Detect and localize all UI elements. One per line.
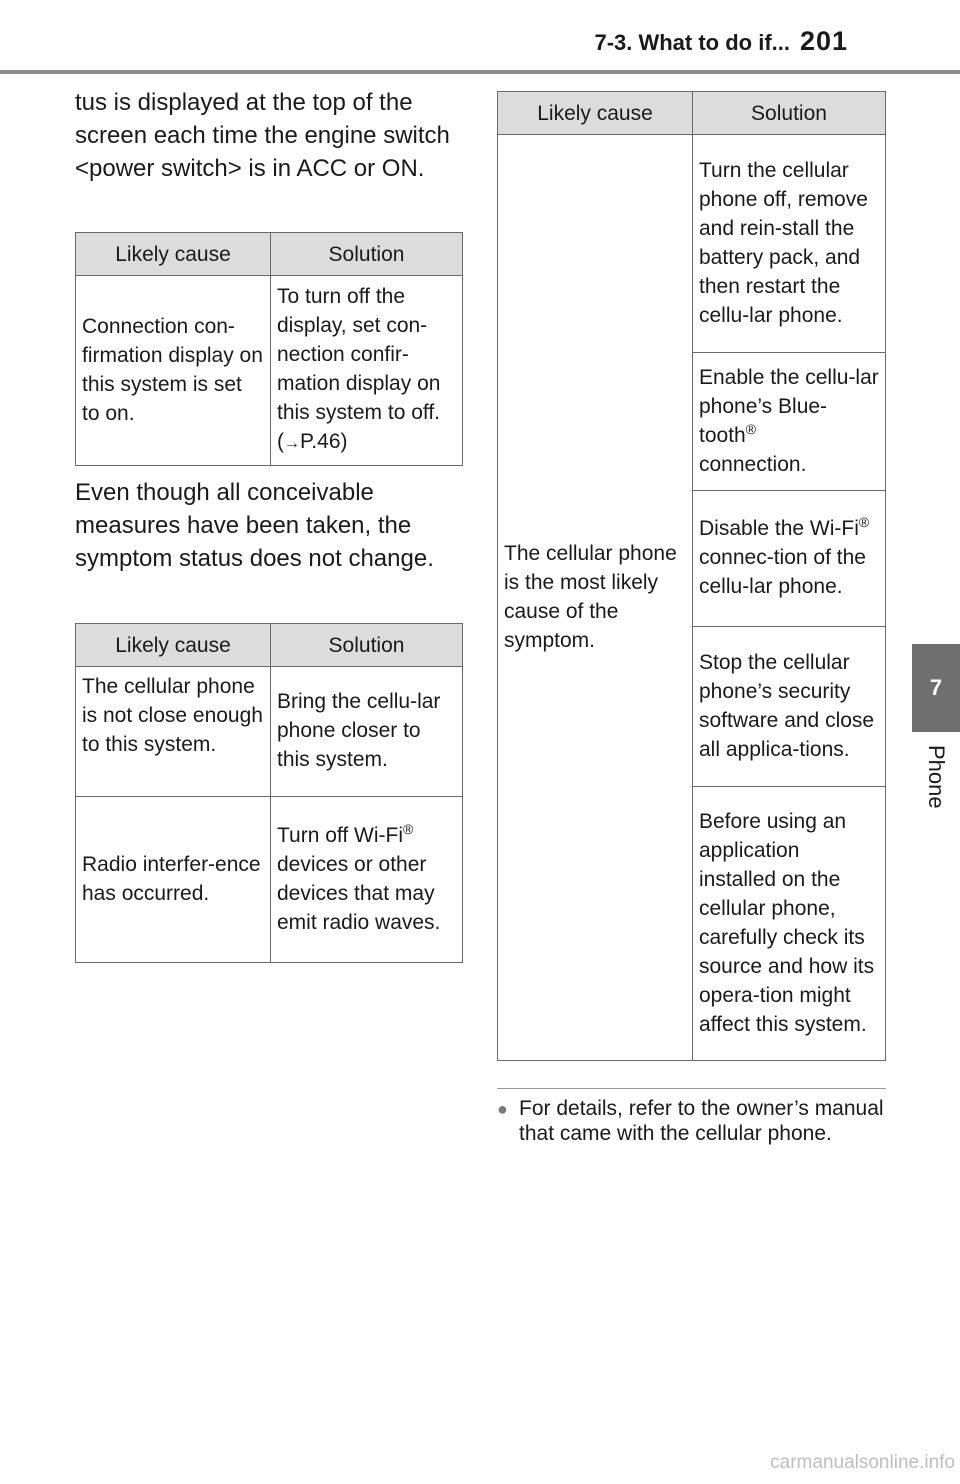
registered-mark: ® bbox=[745, 420, 757, 437]
solution-text: Turn off Wi-Fi bbox=[277, 823, 404, 847]
header-solution: Solution bbox=[271, 233, 463, 276]
solution-text: connection. bbox=[699, 452, 807, 476]
table-header-row bbox=[76, 624, 463, 667]
solution-text: connec-tion of the cellu-lar phone. bbox=[699, 546, 866, 598]
page-number: 201 bbox=[800, 26, 849, 56]
table-row bbox=[76, 797, 463, 963]
solution-cell: Bring the cellu-lar phone closer to this system. bbox=[271, 667, 463, 797]
cause-solution-table-3 bbox=[497, 91, 886, 1061]
solution-cell bbox=[271, 797, 463, 963]
note-divider bbox=[497, 1088, 886, 1089]
registered-mark: ® bbox=[403, 820, 414, 837]
cause-solution-table-2 bbox=[75, 623, 463, 963]
cause-solution-table-1 bbox=[75, 232, 463, 466]
table-row bbox=[76, 276, 463, 466]
bullet-icon: ● bbox=[497, 1099, 508, 1119]
table-header-row bbox=[76, 233, 463, 276]
arrow-icon: → bbox=[284, 434, 300, 452]
header-solution: Solution bbox=[271, 624, 463, 667]
registered-mark: ® bbox=[858, 514, 870, 530]
note-item bbox=[497, 1096, 886, 1146]
table-row bbox=[498, 135, 886, 353]
solution-cell: Turn the cellular phone off, remove and rein-stall the battery pack, and then restart the cellu-lar phone. bbox=[693, 135, 886, 353]
solution-text: devices or other devices that may emit radio waves. bbox=[277, 852, 441, 934]
chapter-number: 7 bbox=[929, 675, 943, 700]
solution-cell bbox=[693, 491, 886, 627]
cause-cell: The cellular phone is the most likely cause of the symptom. bbox=[498, 135, 693, 1061]
cause-cell: Radio interfer-ence has occurred. bbox=[76, 797, 271, 963]
header-likely-cause: Likely cause bbox=[76, 624, 271, 667]
solution-text: Disable the Wi-Fi bbox=[699, 517, 859, 540]
note-text: For details, refer to the owner’s manual that came with the cellular phone. bbox=[519, 1097, 884, 1145]
cause-cell: The cellular phone is not close enough to this system. bbox=[76, 667, 271, 797]
watermark: carmanualsonline.info bbox=[770, 1452, 955, 1473]
chapter-tab bbox=[912, 644, 960, 732]
header-likely-cause: Likely cause bbox=[498, 92, 693, 135]
cause-cell: Connection con-firmation display on this system is set to on. bbox=[76, 276, 271, 466]
solution-cell: Stop the cellular phone’s security software and close all applica-tions. bbox=[693, 627, 886, 787]
second-paragraph: Even though all conceivable measures have been taken, the symptom status does not change. bbox=[75, 479, 434, 572]
header-divider bbox=[0, 70, 960, 74]
solution-cell bbox=[693, 353, 886, 491]
solution-text: To turn off the display, set con-nection confir-mation display on this system to off. ( bbox=[277, 284, 441, 453]
section-title: 7-3. What to do if... bbox=[594, 30, 790, 55]
chapter-label: Phone bbox=[924, 745, 949, 809]
solution-text: Enable the cellu-lar phone’s Blue-tooth bbox=[699, 365, 879, 447]
solution-cell bbox=[271, 276, 463, 466]
header-likely-cause: Likely cause bbox=[76, 233, 271, 276]
table-row bbox=[76, 667, 463, 797]
table-header-row bbox=[498, 92, 886, 135]
page-reference-link[interactable]: P.46) bbox=[300, 429, 348, 453]
intro-paragraph: tus is displayed at the top of the screen each time the engine switch <power switch> is in ACC or ON. bbox=[75, 89, 450, 182]
solution-cell: Before using an application installed on the cellular phone, carefully check its source and how its opera-tion might affect this system. bbox=[693, 787, 886, 1061]
header-solution: Solution bbox=[693, 92, 886, 135]
